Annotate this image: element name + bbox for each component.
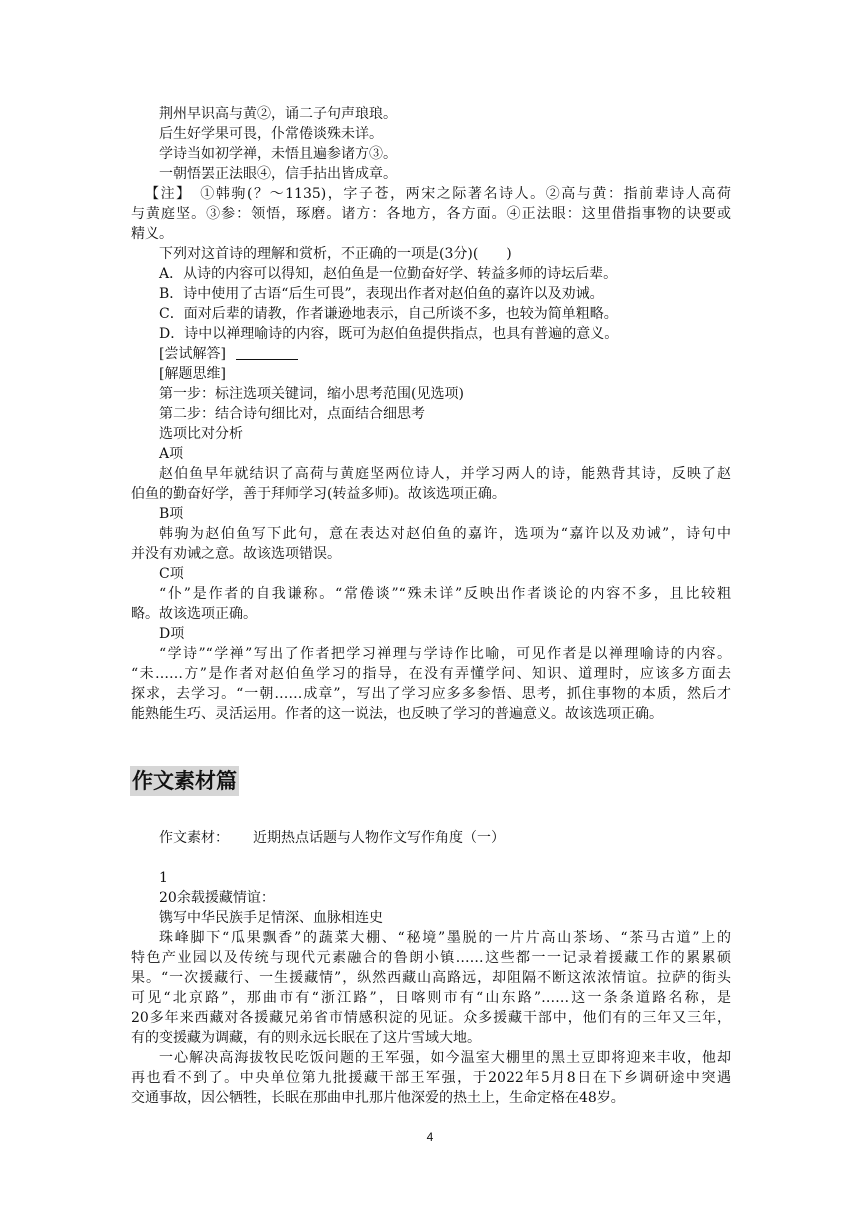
analysis-line: 略。故该选项正确。 <box>131 606 257 622</box>
step-two: 第二步：结合诗句细比对，点面结合细思考 <box>159 406 425 422</box>
item-number: 1 <box>159 870 168 886</box>
material-title: 近期热点话题与人物作文写作角度（一） <box>253 830 505 846</box>
question: 下列对这首诗的理解和赏析，不正确的一项是(3分)( ) <box>159 246 512 262</box>
step-one: 第一步：标注选项关键词，缩小思考范围(见选项) <box>159 386 464 402</box>
para-line: 交通事故，因公牺牲，长眠在那曲申扎那片他深爱的热土上，生命定格在48岁。 <box>131 1090 625 1106</box>
thinking-label: [解题思维] <box>159 366 226 382</box>
option-a: A．从诗的内容可以得知，赵伯鱼是一位勤奋好学、转益多师的诗坛后辈。 <box>159 266 618 282</box>
answer-blank <box>236 345 298 360</box>
item-title: 20余载援藏情谊： <box>159 890 275 906</box>
attempt-answer <box>131 344 731 364</box>
note-line: 精义。 <box>131 226 173 242</box>
poem-line: 一朝悟罢正法眼④，信手拈出皆成章。 <box>159 166 397 182</box>
material-block <box>131 828 731 1108</box>
analysis-line: “未……方”是作者对赵伯鱼学习的指导，在没有弄懂学问、知识、道理时，应该多方面去 <box>131 666 731 682</box>
poem-line: 后生好学果可畏，仆常倦谈殊未详。 <box>159 126 383 142</box>
section-heading: 作文素材篇 <box>130 766 239 796</box>
option-d: D．诗中以禅理喻诗的内容，既可为赵伯鱼提供指点，也具有普遍的意义。 <box>159 326 619 342</box>
analysis-line: “学诗”“学禅”写出了作者把学习禅理与学诗作比喻，可见作者是以禅理喻诗的内容。 <box>159 646 731 662</box>
analysis-line: 并没有劝诫之意。故该选项错误。 <box>131 546 341 562</box>
analysis-label-a: A项 <box>159 446 184 462</box>
page-number: 4 <box>426 1130 434 1144</box>
para-line: 有的变援藏为调藏，有的则永远长眠在了这片雪域大地。 <box>131 1030 481 1046</box>
analysis-label-b: B项 <box>159 506 184 522</box>
material-label: 作文素材： <box>159 830 229 846</box>
analysis-label-d: D项 <box>159 626 185 642</box>
compare-label: 选项比对分析 <box>159 426 243 442</box>
material-header <box>131 828 731 848</box>
para-line: 可见“北京路”，那曲市有“浙江路”，日喀则市有“山东路”……这一条条道路名称，是 <box>131 990 731 1006</box>
poem <box>131 104 731 724</box>
analysis-line: 伯鱼的勤奋好学，善于拜师学习(转益多师)。故该选项正确。 <box>131 486 506 502</box>
analysis-label-c: C项 <box>159 566 184 582</box>
para-line: 珠峰脚下“瓜果飘香”的蔬菜大棚、“秘境”墨脱的一片片高山茶场、“茶马古道”上的 <box>159 930 731 946</box>
poem-line: 荆州早识高与黄②，诵二子句声琅琅。 <box>159 106 397 122</box>
analysis-line: 韩驹为赵伯鱼写下此句，意在表达对赵伯鱼的嘉许，选项为“嘉许以及劝诫”，诗句中 <box>159 526 731 542</box>
item-subtitle: 镌写中华民族手足情深、血脉相连史 <box>159 910 383 926</box>
option-c: C．面对后辈的请教，作者谦逊地表示，自己所谈不多，也较为简单粗略。 <box>159 306 618 322</box>
para-line: 再也看不到了。中央单位第九批援藏干部王军强，于2022年5月8日在下乡调研途中突遇 <box>131 1070 731 1086</box>
para-line: 果。“一次援藏行、一生援藏情”，纵然西藏山高路远，却阻隔不断这浓浓情谊。拉萨的街头 <box>131 970 731 986</box>
analysis-line: 探求，去学习。“一朝……成章”，写出了学习应多多参悟、思考，抓住事物的本质，然后才 <box>131 686 731 702</box>
note-line: 【注】 ①韩驹(？～1135)，字子苍，两宋之际著名诗人。②高与黄：指前辈诗人高荷 <box>145 186 731 202</box>
analysis-line: 赵伯鱼早年就结识了高荷与黄庭坚两位诗人，并学习两人的诗，能熟背其诗，反映了赵 <box>159 466 731 482</box>
poem-line: 学诗当如初学禅，未悟且遍参诸方③。 <box>159 146 397 162</box>
analysis-line: 能熟能生巧、灵活运用。作者的这一说法，也反映了学习的普遍意义。故该选项正确。 <box>131 706 663 722</box>
note-line: 与黄庭坚。③参：领悟，琢磨。诸方：各地方，各方面。④正法眼：这里借指事物的诀要或 <box>131 206 731 222</box>
para-line: 特色产业园以及传统与现代元素融合的鲁朗小镇……这些都一一记录着援藏工作的累累硕 <box>131 950 731 966</box>
para-line: 一心解决高海拔牧民吃饭问题的王军强，如今温室大棚里的黑土豆即将迎来丰收，他却 <box>159 1050 731 1066</box>
attempt-label: [尝试解答] <box>159 346 226 362</box>
para-line: 20多年来西藏对各援藏兄弟省市情感积淀的见证。众多援藏干部中，他们有的三年又三年， <box>131 1010 731 1026</box>
option-b: B．诗中使用了古语“后生可畏”，表现出作者对赵伯鱼的嘉许以及劝诫。 <box>159 286 604 302</box>
analysis-line: “仆”是作者的自我谦称。“常倦谈”“殊未详”反映出作者谈论的内容不多，且比较粗 <box>159 586 731 602</box>
